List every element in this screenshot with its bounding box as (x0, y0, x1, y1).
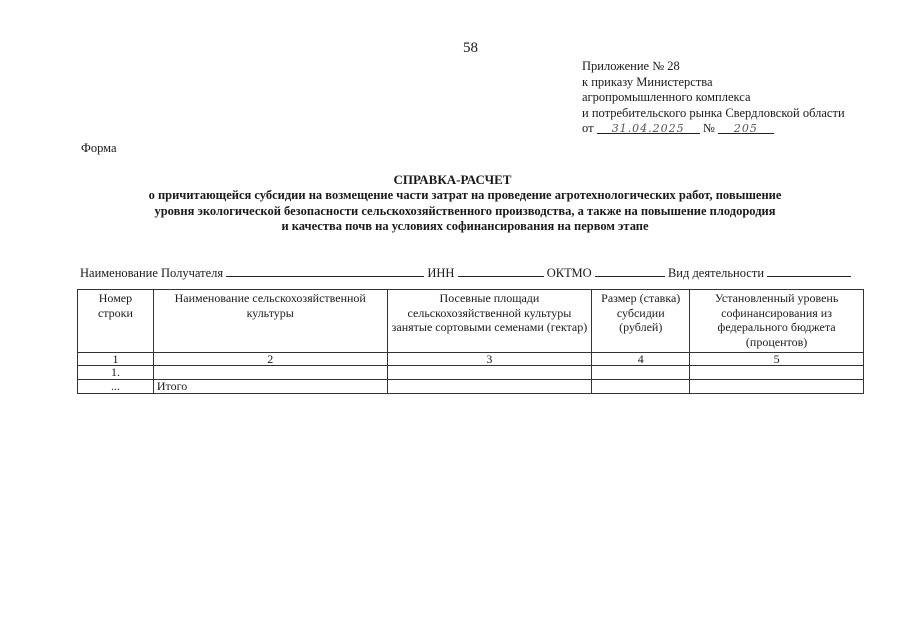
subsidy-rate-cell[interactable] (592, 366, 690, 380)
date-field (597, 121, 700, 134)
inn-label: ИНН (427, 266, 455, 280)
document-subtitle (60, 188, 870, 235)
subtitle-line-1: о причитающейся субсидии на возмещение части затрат на проведение агротехнологических работ, повышение (148, 188, 782, 202)
page-number: 58 (463, 40, 478, 56)
activity-blank[interactable] (767, 265, 851, 277)
column-number: 5 (690, 353, 864, 366)
header-subsidy-rate: Размер (ставка) субсидии (рублей) (592, 290, 690, 353)
sown-area-cell[interactable] (387, 366, 592, 380)
total-label-cell: Итого (153, 380, 387, 394)
header-sown-area: Посевные площади сельскохозяйственной культуры занятые сортовыми семенами (гектар) (387, 290, 592, 353)
activity-label: Вид деятельности (667, 266, 765, 280)
culture-name-cell[interactable] (153, 366, 387, 380)
subsidy-rate-cell[interactable] (592, 380, 690, 394)
handwritten-date: 31.04.2025 (611, 122, 685, 135)
appendix-line-4: и потребительского рынка Свердловской области (582, 105, 845, 120)
number-field (718, 121, 774, 134)
table-row (78, 366, 864, 380)
header-row-number: Номер строки (78, 290, 154, 353)
subtitle-line-3: и качества почв на условиях софинансирования на первом этапе (281, 219, 649, 233)
inn-blank[interactable] (458, 265, 544, 277)
column-number: 1 (78, 353, 154, 366)
header-culture-name: Наименование сельскохозяйственной культуры (153, 290, 387, 353)
appendix-block (582, 59, 845, 137)
recipient-fields (80, 265, 851, 281)
form-label: Форма (81, 141, 117, 155)
appendix-line-2: к приказу Министерства (582, 74, 713, 89)
row-number-cell: 1. (78, 366, 154, 380)
column-number: 2 (153, 353, 387, 366)
oktmo-blank[interactable] (595, 265, 665, 277)
date-prefix: от (582, 121, 594, 135)
total-row (78, 380, 864, 394)
header-cofinancing-level: Установленный уровень софинансирования из федерального бюджета (процентов) (690, 290, 864, 353)
subtitle-line-2: уровня экологической безопасности сельскохозяйственного производства, а также на повышение плодородия (154, 203, 776, 218)
appendix-date-line (582, 121, 845, 137)
cofinancing-level-cell[interactable] (690, 380, 864, 394)
calculation-table (77, 289, 864, 394)
appendix-line-1: Приложение № 28 (582, 59, 680, 73)
document-title: СПРАВКА-РАСЧЕТ (393, 172, 512, 187)
recipient-label: Наименование Получателя (80, 266, 224, 280)
number-prefix: № (702, 121, 715, 135)
recipient-blank[interactable] (226, 265, 424, 277)
column-number: 4 (592, 353, 690, 366)
sown-area-cell[interactable] (387, 380, 592, 394)
column-number-row (78, 353, 864, 366)
header-row (78, 290, 864, 353)
row-number-cell: ... (78, 380, 154, 394)
column-number: 3 (387, 353, 592, 366)
handwritten-number: 205 (733, 122, 758, 135)
cofinancing-level-cell[interactable] (690, 366, 864, 380)
oktmo-label: ОКТМО (546, 266, 592, 280)
appendix-line-3: агропромышленного комплекса (582, 90, 751, 104)
